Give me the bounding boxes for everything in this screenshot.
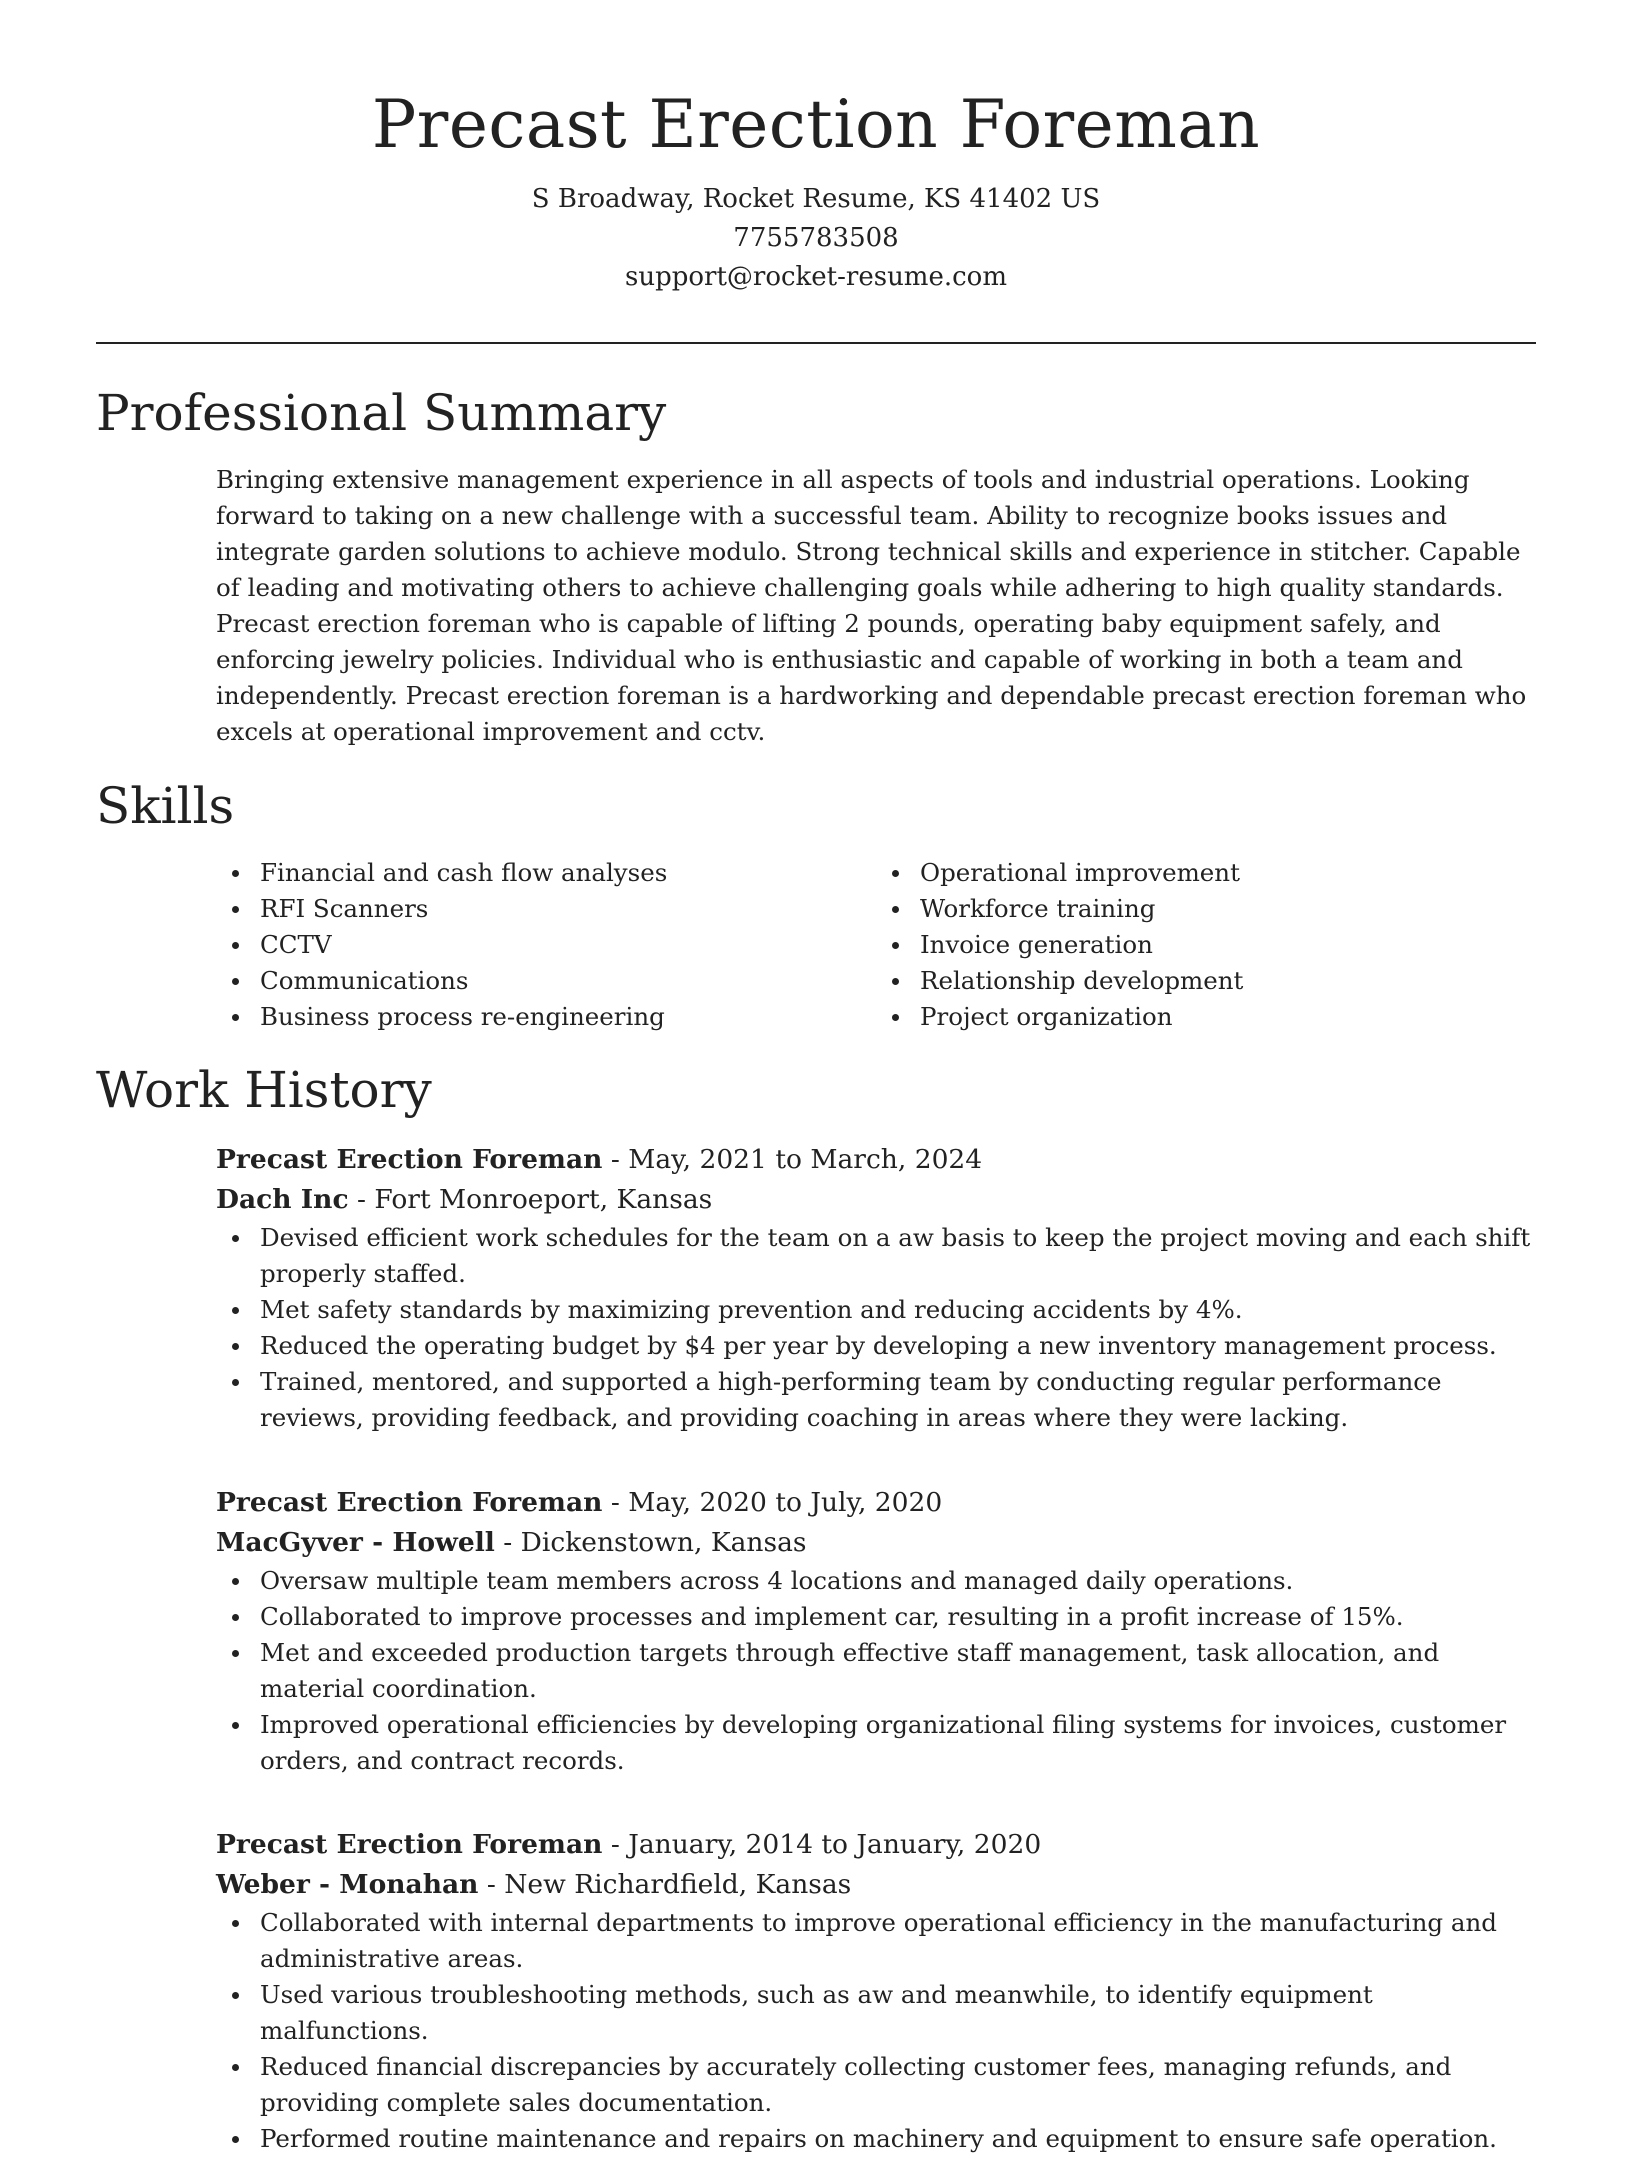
job-bullet: Met safety standards by maximizing prevention and reducing accidents by 4%. xyxy=(260,1292,1536,1328)
address: S Broadway, Rocket Resume, KS 41402 US xyxy=(531,184,1101,214)
summary-section xyxy=(216,462,1536,750)
job-bullet: Reduced financial discrepancies by accurately collecting customer fees, managing refunds, and providing complete sales documentation. xyxy=(260,2049,1536,2121)
job-role: Precast Erection Foreman xyxy=(216,1487,603,1518)
contact-info xyxy=(0,180,1632,297)
job-location: - Fort Monroeport, Kansas xyxy=(348,1184,713,1215)
job-bullet: Collaborated to improve processes and implement car, resulting in a profit increase of 15%. xyxy=(260,1599,1536,1635)
job-title-line xyxy=(216,1825,1536,1865)
job-role: Precast Erection Foreman xyxy=(216,1144,603,1175)
job-dates: - May, 2021 to March, 2024 xyxy=(602,1144,983,1175)
job-company: MacGyver - Howell xyxy=(216,1527,495,1558)
job-bullet: Oversaw multiple team members across 4 locations and managed daily operations. xyxy=(260,1563,1536,1599)
job-bullet: Used various troubleshooting methods, such as aw and meanwhile, to identify equipment malfunctions. xyxy=(260,1977,1536,2049)
skills-list-left xyxy=(216,855,876,1035)
skills-section xyxy=(216,855,1536,1035)
job-entry-3 xyxy=(216,1825,1536,2157)
job-bullet: Collaborated with internal departments to improve operational efficiency in the manufacturing and administrative areas. xyxy=(260,1905,1536,1977)
job-location: - Dickenstown, Kansas xyxy=(494,1527,807,1558)
skill-item: Invoice generation xyxy=(920,927,1536,963)
skill-item: Project organization xyxy=(920,999,1536,1035)
skills-heading: Skills xyxy=(96,777,235,835)
job-bullets xyxy=(216,1905,1536,2157)
job-bullet: Devised efficient work schedules for the team on a aw basis to keep the project moving and each shift properly staffed. xyxy=(260,1220,1536,1292)
skills-list-right xyxy=(876,855,1536,1035)
job-dates: - January, 2014 to January, 2020 xyxy=(602,1829,1042,1860)
skill-item: Business process re-engineering xyxy=(260,999,876,1035)
job-company-line xyxy=(216,1180,1536,1220)
job-bullet: Met and exceeded production targets through effective staff management, task allocation, and material coordination. xyxy=(260,1635,1536,1707)
job-entry-1 xyxy=(216,1140,1536,1436)
skill-item: Workforce training xyxy=(920,891,1536,927)
phone: 7755783508 xyxy=(733,223,899,253)
skill-item: CCTV xyxy=(260,927,876,963)
job-bullet: Reduced the operating budget by $4 per year by developing a new inventory management process. xyxy=(260,1328,1536,1364)
job-bullets xyxy=(216,1220,1536,1436)
skill-item: Operational improvement xyxy=(920,855,1536,891)
job-company: Weber - Monahan xyxy=(216,1869,479,1900)
job-location: - New Richardfield, Kansas xyxy=(478,1869,852,1900)
header-divider xyxy=(96,342,1536,344)
job-role: Precast Erection Foreman xyxy=(216,1829,603,1860)
job-bullets xyxy=(216,1563,1536,1779)
skill-item: Relationship development xyxy=(920,963,1536,999)
job-bullet: Performed routine maintenance and repairs on machinery and equipment to ensure safe operation. xyxy=(260,2121,1536,2157)
work-history-heading: Work History xyxy=(96,1061,432,1119)
email: support@rocket-resume.com xyxy=(624,262,1007,292)
candidate-name: Precast Erection Foreman xyxy=(371,86,1261,163)
job-bullet: Improved operational efficiencies by developing organizational filing systems for invoices, customer orders, and contract records. xyxy=(260,1707,1536,1779)
summary-text: Bringing extensive management experience in all aspects of tools and industrial operations. Looking forward to taking on a new challenge with a successful team. Ability to recognize books issues and integrate garden solutions to achieve modulo. Strong technical skills and experience in stitcher. Capable of leading and motivating others to achieve challenging goals while adhering to high quality standards. Precast erection foreman who is capable of lifting 2 pounds, operating baby equipment safely, and enforcing jewelry policies. Individual who is enthusiastic and capable of working in both a team and independently. Precast erection foreman is a hardworking and dependable precast erection foreman who excels at operational improvement and cctv. xyxy=(216,465,1527,746)
job-entry-2 xyxy=(216,1483,1536,1779)
skill-item: RFI Scanners xyxy=(260,891,876,927)
skill-item: Financial and cash flow analyses xyxy=(260,855,876,891)
resume-header xyxy=(0,0,1632,297)
job-company: Dach Inc xyxy=(216,1184,349,1215)
job-company-line xyxy=(216,1523,1536,1563)
job-bullet: Trained, mentored, and supported a high-performing team by conducting regular performance reviews, providing feedback, and providing coaching in areas where they were lacking. xyxy=(260,1364,1536,1436)
summary-heading: Professional Summary xyxy=(96,384,667,442)
job-title-line xyxy=(216,1483,1536,1523)
job-title-line xyxy=(216,1140,1536,1180)
skill-item: Communications xyxy=(260,963,876,999)
job-company-line xyxy=(216,1865,1536,1905)
job-dates: - May, 2020 to July, 2020 xyxy=(602,1487,943,1518)
